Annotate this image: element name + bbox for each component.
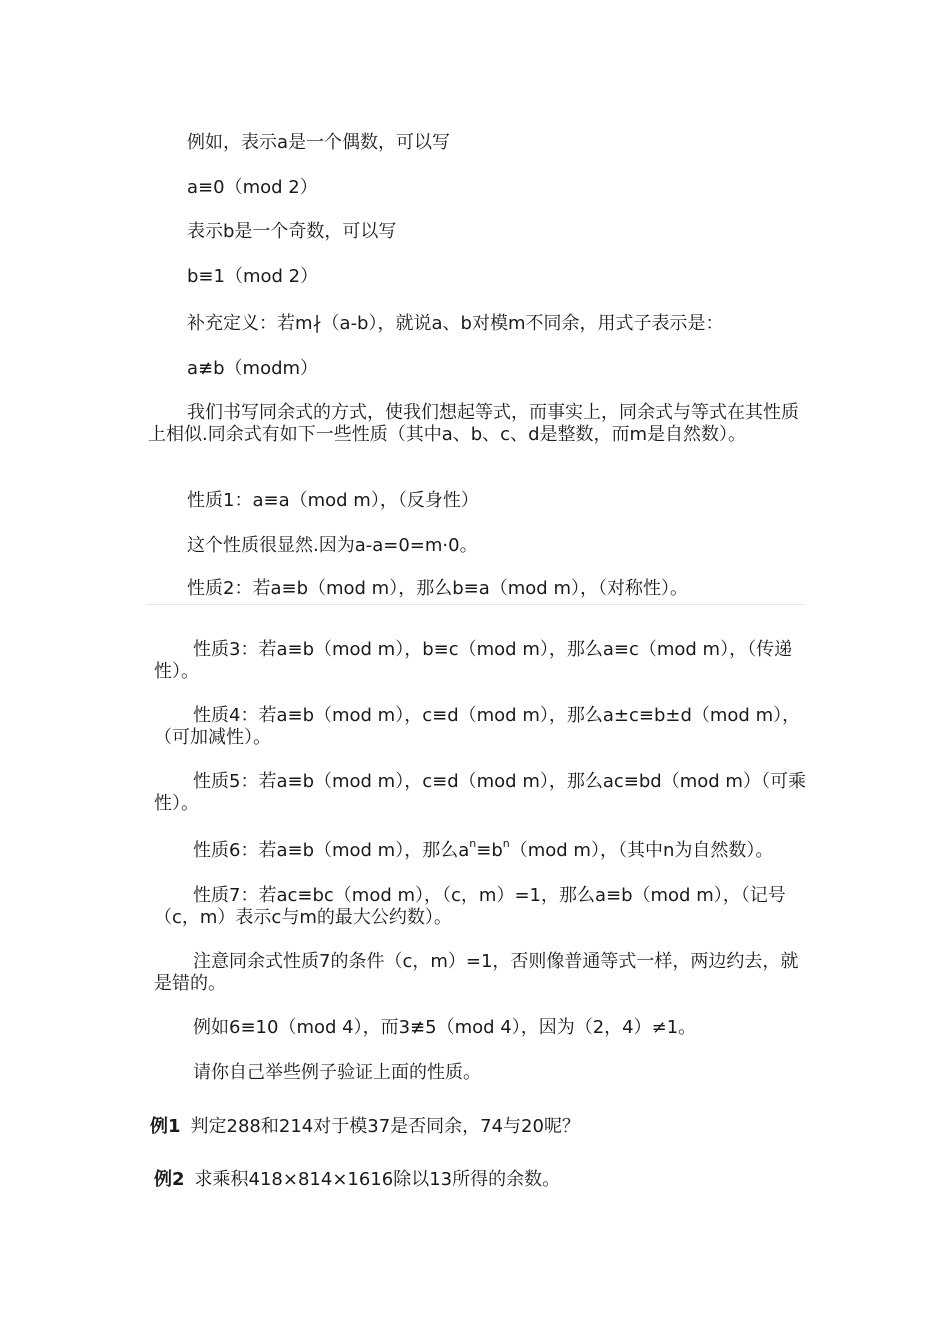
example-2 (154, 1169, 560, 1191)
example-label: 例1 (150, 1116, 181, 1137)
formula-line: a≡0（mod 2） (187, 177, 318, 198)
property-5: 性质5：若a≡b（mod m），c≡d（mod m），那么ac≡bd（mod m）（可乘性）。 (154, 771, 806, 814)
example-label: 例2 (154, 1169, 185, 1190)
property-3: 性质3：若a≡b（mod m），b≡c（mod m），那么a≡c（mod m），（传递性）。 (154, 639, 793, 682)
page-divider (146, 604, 804, 605)
exponent: n (502, 837, 510, 850)
property-6-part-c: （mod m），（其中n为自然数）。 (509, 840, 774, 861)
property-2: 性质2：若a≡b（mod m），那么b≡a（mod m），（对称性）。 (187, 578, 688, 599)
example-text: 求乘积418×814×1616除以13所得的余数。 (194, 1169, 561, 1190)
verify-line: 请你自己举些例子验证上面的性质。 (193, 1062, 481, 1083)
example-line: 例如6≡10（mod 4），而3≢5（mod 4），因为（2，4）≠1。 (193, 1017, 697, 1038)
property-6-part-a: 性质6：若a≡b（mod m），那么a (193, 840, 470, 861)
property-1-note: 这个性质很显然.因为a-a=0=m·0。 (187, 535, 478, 556)
property-4: 性质4：若a≡b（mod m），c≡d（mod m），那么a±c≡b±d（mod m），（可加减性）。 (154, 705, 801, 748)
paragraph: 我们书写同余式的方式，使我们想起等式，而事实上，同余式与等式在其性质上相似.同余式有如下一些性质（其中a、b、c、d是整数，而m是自然数）。 (148, 402, 799, 445)
property-6-part-b: ≡b (476, 840, 503, 861)
property-1: 性质1：a≡a（mod m），（反身性） (187, 490, 479, 511)
text-line: 表示b是一个奇数，可以写 (187, 221, 397, 242)
example-1 (150, 1116, 580, 1138)
property-6 (193, 837, 774, 862)
property-7: 性质7：若ac≡bc（mod m），（c，m）=1，那么a≡b（mod m），（记号（c，m）表示c与m的最大公约数）。 (154, 885, 786, 928)
formula-line: b≡1（mod 2） (187, 266, 319, 287)
text-line: 例如，表示a是一个偶数，可以写 (187, 132, 451, 153)
exponent: n (469, 837, 477, 850)
definition-line: 补充定义：若m∤（a-b），就说a、b对模m不同余，用式子表示是： (187, 313, 724, 334)
example-text: 判定288和214对于模37是否同余，74与20呢？ (190, 1116, 580, 1137)
note-paragraph: 注意同余式性质7的条件（c，m）=1，否则像普通等式一样，两边约去，就是错的。 (154, 951, 799, 994)
formula-line: a≢b（modm） (187, 358, 319, 379)
